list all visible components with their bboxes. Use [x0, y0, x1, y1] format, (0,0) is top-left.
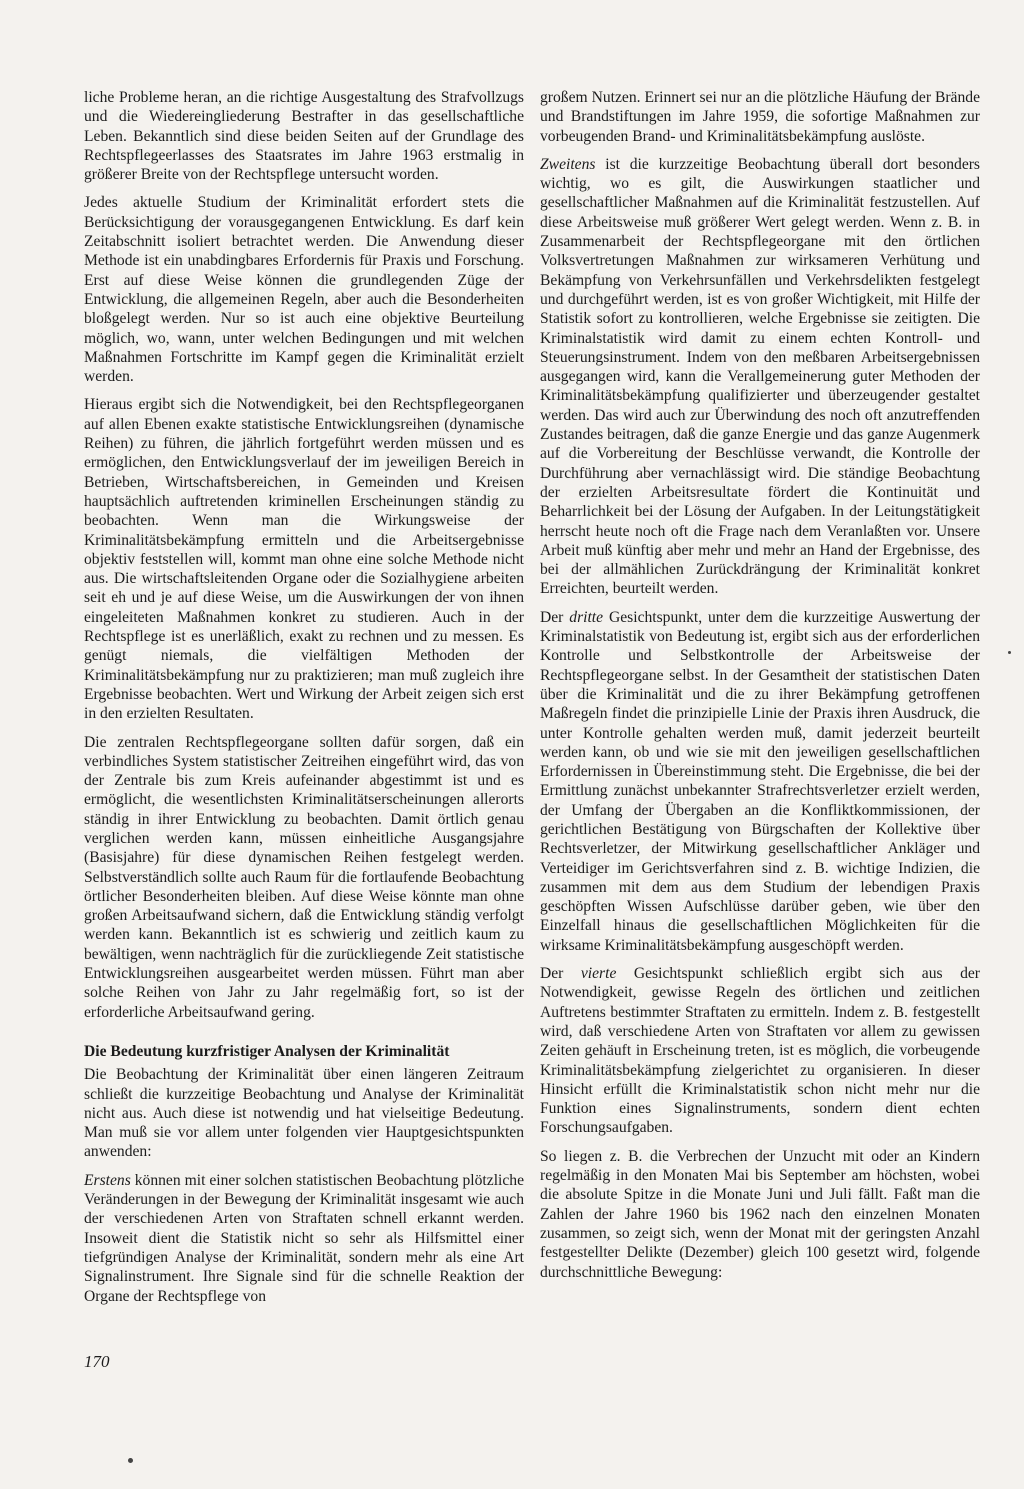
- paragraph-text: ist die kurzzeitige Beobachtung überall dort besonders wichtig, wo es gilt, die Auswirkungen staatlicher und gesellschaftlicher Maßnahmen auf die Kriminalität festzustellen. Auf diese Arbeitsweise muß größerer Wert gelegt werden. Wenn z. B. in Zusammenarbeit der Rechtspflegeorgane mit den örtlichen Volksvertretungen Maßnahmen zur wirksameren Verhütung und Bekämpfung von Verkehrsunfällen und Verkehrsdelikten festgelegt und durchgeführt werden, ist es von großer Wichtigkeit, mit Hilfe der Statistik sofort zu kontrollieren, welche Ergebnisse sie zeitigten. Die Kriminalstatistik wird damit zu einem echten Kontroll- und Steuerungsinstrument. Indem von den meßbaren Arbeitsergebnissen ausgegangen wird, kann die Verallgemeinerung guter Methoden der Kriminalitätsbekämpfung qualifizierter und überzeugender gestaltet werden. Das wird auch zur Überwindung des noch oft anzutreffenden Zustandes beitragen, daß die ganze Energie und das ganze Augenmerk auf die Vorbereitung der Beschlüsse verwandt, die Kontrolle der Durchführung aber vernachlässigt wird. Die ständige Beobachtung der erzielten Arbeitsresultate fördert die Kontinuität und Beharrlichkeit bei der Lösung der Aufgaben. In der Leitungstätigkeit herrscht heute noch oft die Frage nach dem Veranlaßten vor. Unsere Arbeit muß künftig aber mehr und mehr an Hand der Ergebnisse, des bei der allmählichen Zurückdrängung der Kriminalität konkret Erreichten, beurteilt werden.: [540, 155, 980, 598]
- paragraph-text: Gesichtspunkt schließlich ergibt sich aus der Notwendigkeit, gewisse Regeln des örtlichen und zeitlichen Auftretens bestimmter Straftaten zu ermitteln. Indem z. B. festgestellt wird, daß verschiedene Arten von Straftaten vor allem zu gewissen Zeiten gehäuft in Erscheinung treten, ist es möglich, die vorbeugende Kriminalitätsbekämpfung zielgerichtet zu organisieren. In dieser Hinsicht erfüllt die Kriminalstatistik schon nicht mehr nur die Funktion eines Signalinstruments, sondern dient echten Forschungsaufgaben.: [540, 965, 980, 1137]
- left-column: [84, 88, 524, 1315]
- paragraph: Hieraus ergibt sich die Notwendigkeit, bei den Rechtspflegeorganen auf allen Ebenen exakte statistische Entwicklungsreihen (dynamische Reihen) zu führen, die jährlich fortgeführt werden müssen und es ermöglichen, den Entwicklungsverlauf der im jeweiligen Bereich in Betrieben, Wirtschaftsbereichen, in Gemeinden und Kreisen hauptsächlich auftretenden kriminellen Erscheinungen ständig zu beobachten. Wenn man die Wirkungsweise der Kriminalitätsbekämpfung ermitteln und die Arbeitsergebnisse objektiv feststellen will, kommt man ohne eine solche Methode nicht aus. Die wirtschaftsleitenden Organe oder die Sozialhygiene arbeiten seit eh und je auf diese Weise, um die Auswirkungen der von ihnen eingeleiteten Maßnahmen konkret zu studieren. Auch in der Rechtspflege ist es unerläßlich, exakt zu rechnen und zu messen. Es genügt niemals, die vielfältigen Methoden der Kriminalitätsbekämpfung nur zu praktizieren; man muß zugleich ihre Ergebnisse beobachten. Wert und Wirkung der Arbeit zeigen sich erst in den erzielten Resultaten.: [84, 396, 524, 723]
- paragraph-text: Gesichtspunkt, unter dem die kurzzeitige Auswertung der Kriminalstatistik von Bedeutung ist, ergibt sich aus der erforderlichen Kontrolle und Selbstkontrolle der Arbeitsweise der Rechtspflegeorgane selbst. In der Gesamtheit der statistischen Daten über die Kriminalität und die zu ihrer Bekämpfung getroffenen Maßregeln findet die prinzipielle Linie der Praxis ihren Ausdruck, die unter Kontrolle gehalten werden muß, damit jederzeit beurteilt werden kann, ob und wie sie mit den jeweiligen gesellschaftlichen Erfordernissen in Übereinstimmung steht. Die Ergebnisse, die bei der Ermittlung zunächst unbekannter Strafrechtsverletzer erzielt werden, der Umfang der Übergaben an die Konfliktkommissionen, der gerichtlichen Bestätigung von Bürgschaften der Kollektive über Rechtsverletzer, der Mitwirkung gesellschaftlicher Ankläger und Verteidiger im Gerichtsverfahren sind z. B. wichtige Indizien, die zusammen mit dem aus dem Studium der lebendigen Praxis geschöpften Wissen Aufschlüsse darüber geben, wie über den Einzelfall hinaus die gesellschaftlichen Möglichkeiten für die wirksame Kriminalitätsbekämpfung ausgeschöpft werden.: [540, 608, 980, 954]
- paragraph: Die Beobachtung der Kriminalität über einen längeren Zeitraum schließt die kurzzeitige Beobachtung und Analyse der Kriminalität nicht aus. Auch diese ist notwendig und hat vielseitige Bedeutung. Man muß sie vor allem unter folgenden vier Hauptgesichtspunkten anwenden:: [84, 1066, 524, 1161]
- paragraph: So liegen z. B. die Verbrechen der Unzucht mit oder an Kindern regelmäßig in den Monaten Mai bis September am höchsten, wobei die absolute Spitze in die Monate Juni und Juli fällt. Faßt man die Zahlen der Jahre 1960 bis 1962 nach den einzelnen Monaten zusammen, so zeigt sich, wenn der Monat mit der geringsten Anzahl festgestellter Delikte (Dezember) gleich 100 gesetzt wird, folgende durchschnittliche Bewegung:: [540, 1147, 980, 1281]
- paragraph-prefix: Der: [540, 608, 570, 626]
- emphasis-dritte: dritte: [569, 608, 604, 626]
- paragraph: großem Nutzen. Erinnert sei nur an die plötzliche Häufung der Brände und Brandstiftungen im Jahre 1959, die sofortige Maßnahmen zur vorbeugenden Brand- und Kriminalitätsbekämpfung auslöste.: [540, 89, 980, 145]
- paragraph-prefix: Der: [540, 965, 581, 983]
- paragraph-erstens: [84, 1171, 524, 1306]
- paragraph: liche Probleme heran, an die richtige Ausgestaltung des Strafvollzugs und die Wiedereingliederung Bestrafter in das gesellschaftliche Leben. Bekanntlich sind diese beiden Seiten auf der Grundlage des Rechtspflegeerlasses des Staatsrates im Jahre 1963 erstmalig in größerer Breite von der Rechtspflege untersucht worden.: [84, 89, 524, 184]
- emphasis-vierte: vierte: [580, 965, 617, 983]
- emphasis-erstens: Erstens: [84, 1171, 131, 1189]
- page-number: 170: [84, 1352, 110, 1371]
- emphasis-zweitens: Zweitens: [540, 155, 596, 173]
- paragraph: Die zentralen Rechtspflegeorgane sollten dafür sorgen, daß ein verbindliches System statistischer Zeitreihen eingeführt wird, das von der Zentrale bis zum Kreis aufeinander abgestimmt ist und es ermöglicht, die wesentlichsten Kriminalitätserscheinungen allerorts ständig in ihrer Entwicklung zu beobachten. Damit örtlich genau verglichen werden kann, müssen einheitliche Ausgangsjahre (Basisjahre) für diese dynamischen Reihen festgelegt werden. Selbstverständlich sollte auch Raum für die fortlaufende Beobachtung örtlicher Besonderheiten bleiben. Auf diese Weise könnte man ohne großen Arbeitsaufwand sichern, daß die Entwicklung ständig verfolgt werden kann. Bekanntlich ist es schwierig und zeitlich kaum zu bewältigen, wenn nachträglich für die zurückliegende Zeit statistische Entwicklungsreihen ausgearbeitet werden müssen. Führt man aber solche Reihen von Jahr zu Jahr regelmäßig fort, so ist der erforderliche Arbeitsaufwand gering.: [84, 733, 524, 1021]
- paragraph: Jedes aktuelle Studium der Kriminalität erfordert stets die Berücksichtigung der vorausgegangenen Entwicklung. Es darf kein Zeitabschnitt isoliert betrachtet werden. Die Anwendung dieser Methode ist ein unabdingbares Erfordernis für Praxis und Forschung. Erst auf diese Weise können die grundlegenden Züge der Entwicklung, die allgemeinen Regeln, aber auch die Besonderheiten bloßgelegt werden. Nur so ist auch eine objektive Beurteilung möglich, wo, wann, unter welchen Bedingungen und mit welchen Maßnahmen Fortschritte im Kampf gegen die Kriminalität erzielt werden.: [84, 194, 524, 386]
- scan-speck: [1008, 651, 1011, 654]
- scan-speck: [128, 1458, 133, 1463]
- right-column: [540, 88, 980, 1291]
- paragraph-dritte: [540, 608, 980, 955]
- paragraph-vierte: [540, 964, 980, 1138]
- paragraph-zweitens: [540, 155, 980, 599]
- section-heading: Die Bedeutung kurzfristiger Analysen der Kriminalität: [84, 1042, 450, 1060]
- paragraph-text: können mit einer solchen statistischen Beobachtung plötzliche Veränderungen in der Bewegung der Kriminalität insgesamt wie auch der verschiedenen Arten von Straftaten schnell erkannt werden. Insoweit dient die Statistik nicht so sehr als Hilfsmittel einer tiefgründigen Analyse der Kriminalität, sondern mehr als eine Art Signalinstrument. Ihre Signale sind für die schnelle Reaktion der Organe der Rechtspflege von: [84, 1171, 524, 1305]
